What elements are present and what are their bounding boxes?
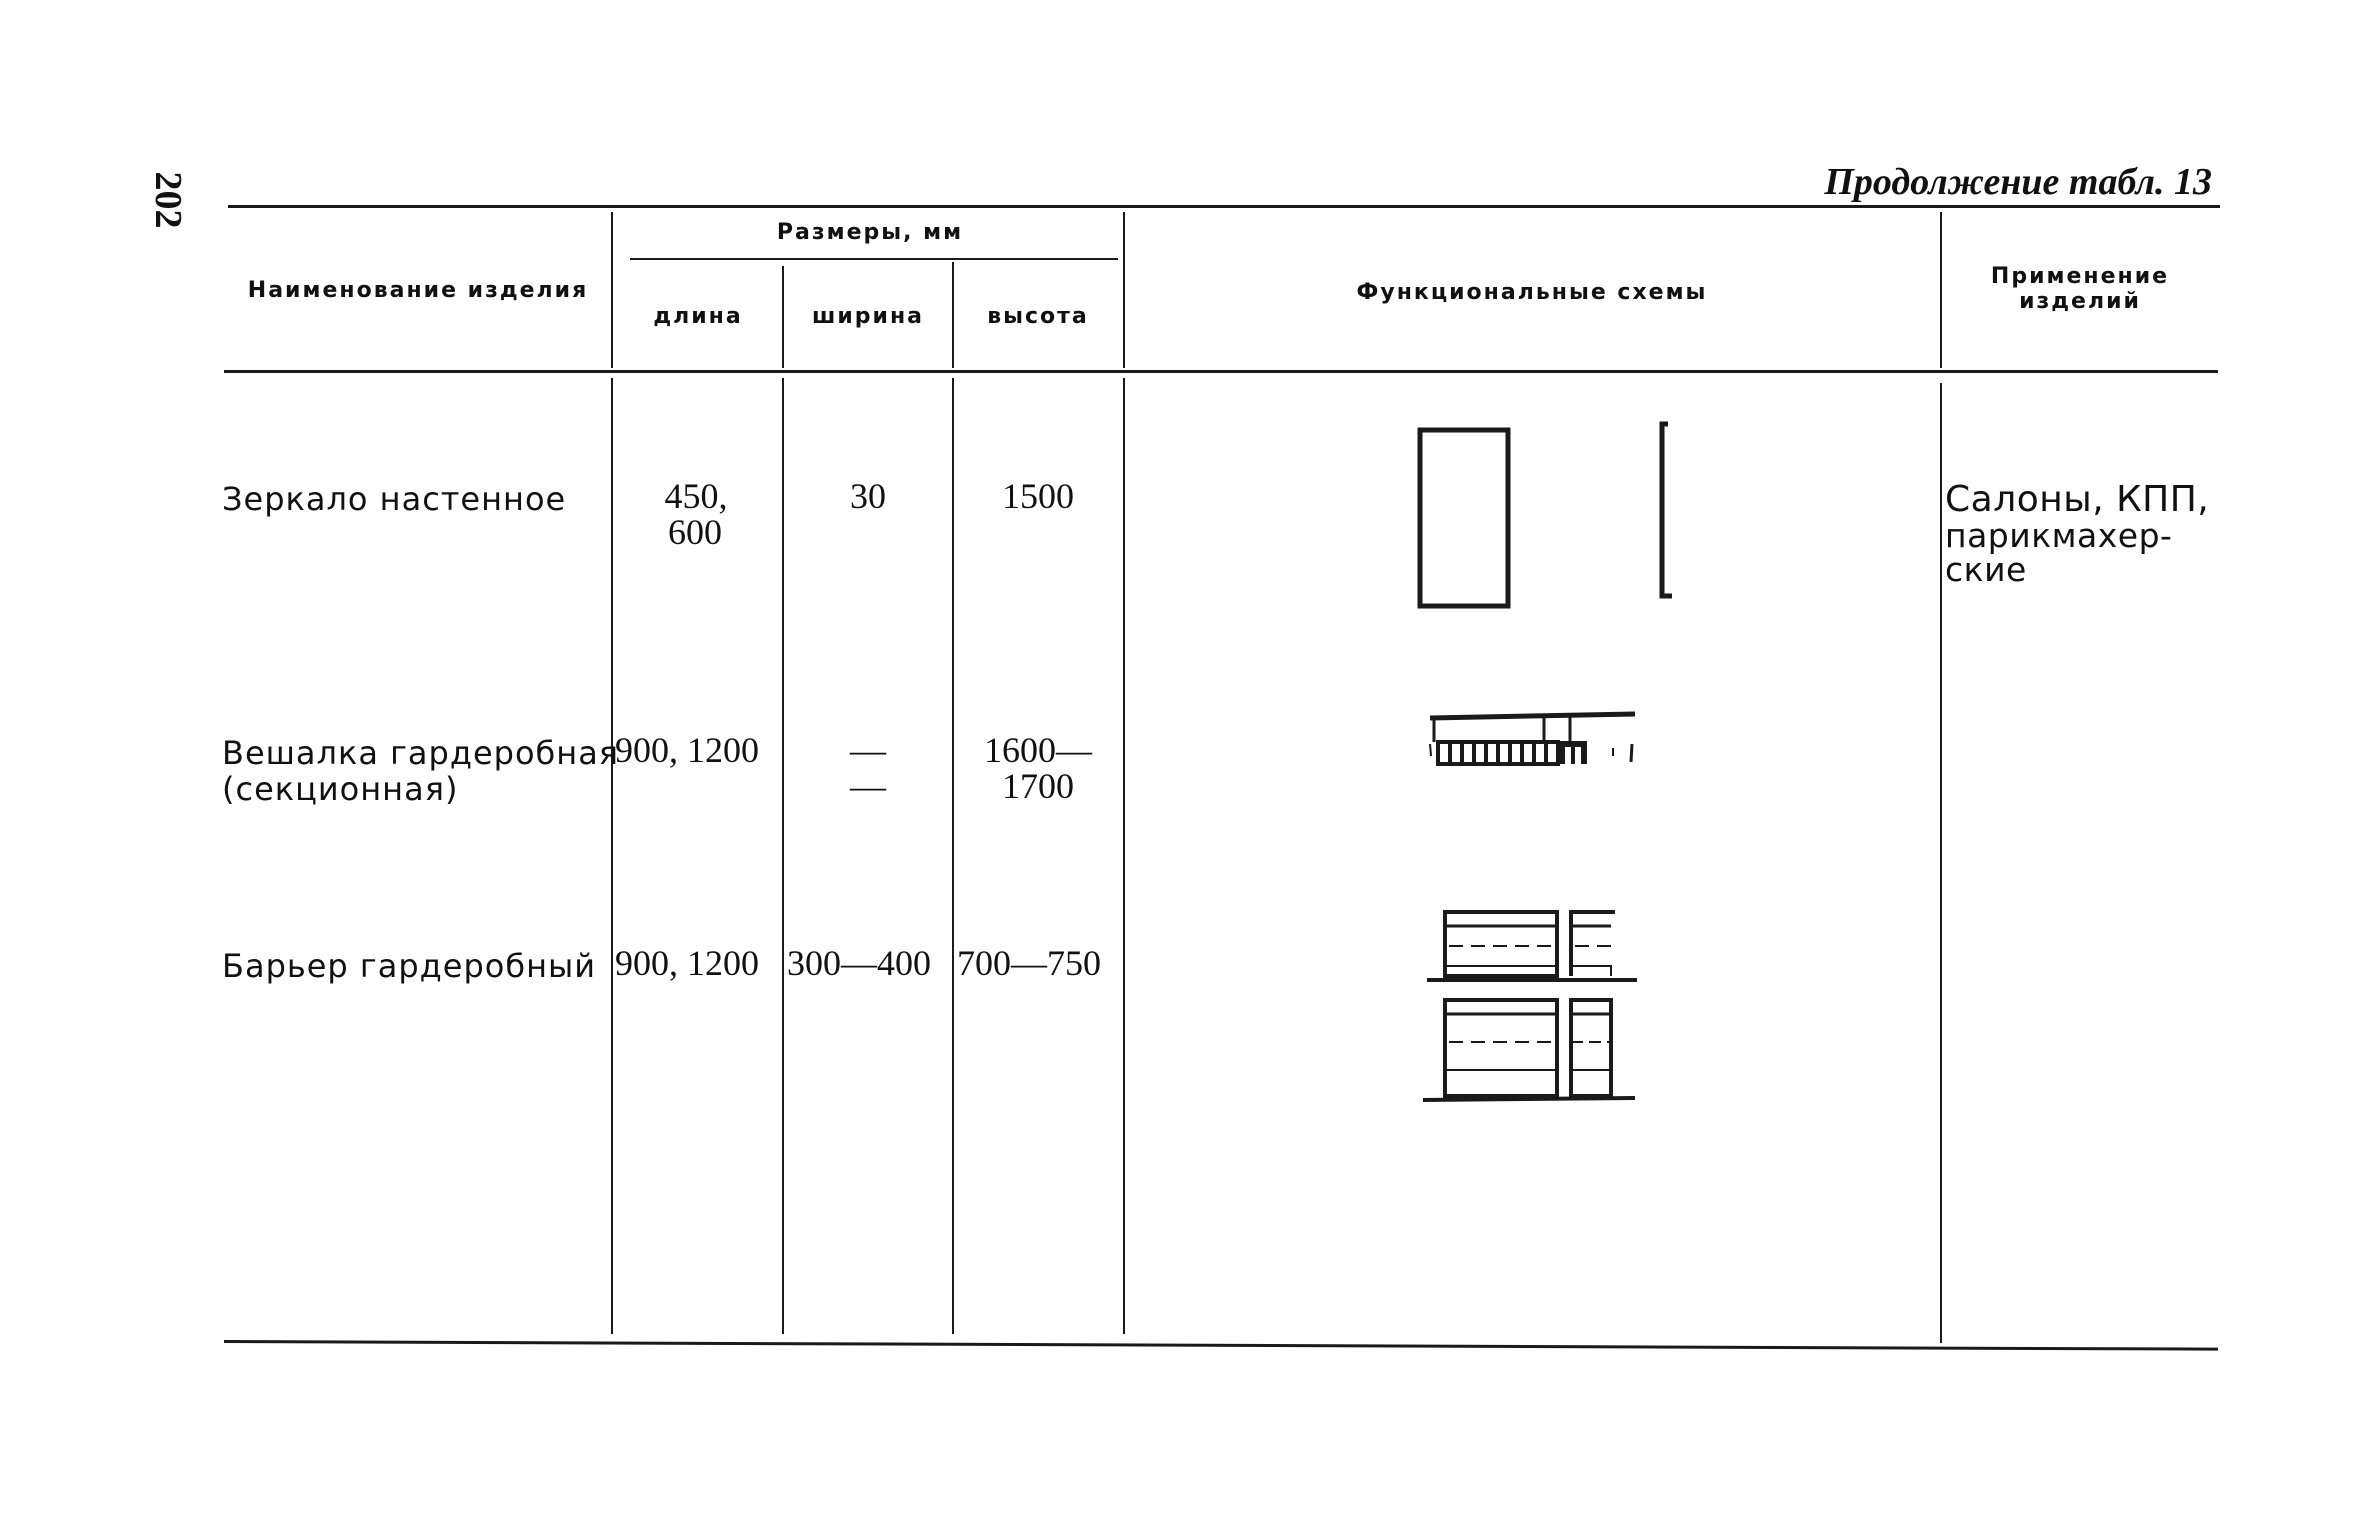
page-number-text: 202 — [147, 171, 189, 229]
header-application-line2: изделий — [2019, 289, 2141, 314]
vline-schemes-app-head — [1940, 212, 1942, 368]
header-sizes: Размеры, мм — [776, 220, 964, 245]
barrier-scheme — [1415, 900, 1675, 1120]
header-bottom-rule — [224, 370, 2218, 373]
row-1-length-line2: 600 — [668, 512, 722, 552]
row-1-height: 1500 — [1002, 476, 1074, 516]
vline-height-schemes-body — [1123, 378, 1125, 1334]
row-1-width: 30 — [850, 476, 886, 516]
row-2-width-line2: — — [850, 766, 886, 806]
row-2-height-line1: 1600— — [984, 730, 1092, 770]
row-1-application — [1945, 481, 2209, 587]
header-length: длина — [653, 304, 743, 329]
row-2-name-line2: (секционная) — [222, 770, 459, 808]
vline-length-width-head — [782, 266, 784, 368]
sizes-subheader-rule — [630, 258, 1118, 260]
vline-name-sizes-head — [611, 212, 613, 368]
row-2-width-line1: — — [850, 730, 886, 770]
header-schemes: Функциональные схемы — [1356, 280, 1708, 305]
table-continuation-caption: Продолжение табл. 13 — [1824, 161, 2212, 203]
row-1-application-line1: Салоны, КПП, — [1945, 479, 2210, 520]
vline-width-height-head — [952, 262, 954, 368]
header-application-line1: Применение — [1990, 264, 2170, 289]
vline-length-width-body — [782, 378, 784, 1334]
header-name: Наименование изделия — [247, 278, 589, 303]
top-rule — [228, 205, 2220, 208]
bottom-rule — [224, 1340, 2218, 1351]
row-3-width: 300—400 — [787, 943, 931, 983]
row-1-length-line1: 450, — [664, 476, 728, 516]
row-3-name: Барьер гардеробный — [222, 947, 597, 985]
row-3-height: 700—750 — [957, 943, 1101, 983]
mirror-front-view — [1420, 430, 1508, 606]
header-height: высота — [987, 304, 1089, 329]
vline-width-height-body — [952, 378, 954, 1334]
row-1-length — [613, 478, 779, 550]
row-2-name — [222, 735, 619, 807]
mirror-side-view — [1662, 424, 1672, 596]
row-2-name-line1: Вешалка гардеробная — [222, 734, 620, 772]
row-1-name: Зеркало настенное — [222, 480, 567, 518]
coat-rack-scheme — [1420, 700, 1660, 780]
row-1-application-line2: парикмахер- — [1945, 516, 2173, 555]
mirror-scheme — [1410, 420, 1710, 620]
row-2-height-line2: 1700 — [1002, 766, 1074, 806]
vline-sizes-schemes-head — [1123, 212, 1125, 368]
row-3-length: 900, 1200 — [615, 943, 759, 983]
header-width: ширина — [812, 304, 924, 329]
row-2-length: 900, 1200 — [615, 730, 759, 770]
header-application — [1943, 264, 2217, 314]
vline-schemes-app-body — [1940, 383, 1942, 1343]
row-1-application-line3: ские — [1945, 550, 2027, 589]
row-2-width — [785, 732, 951, 804]
row-2-height — [955, 732, 1121, 804]
